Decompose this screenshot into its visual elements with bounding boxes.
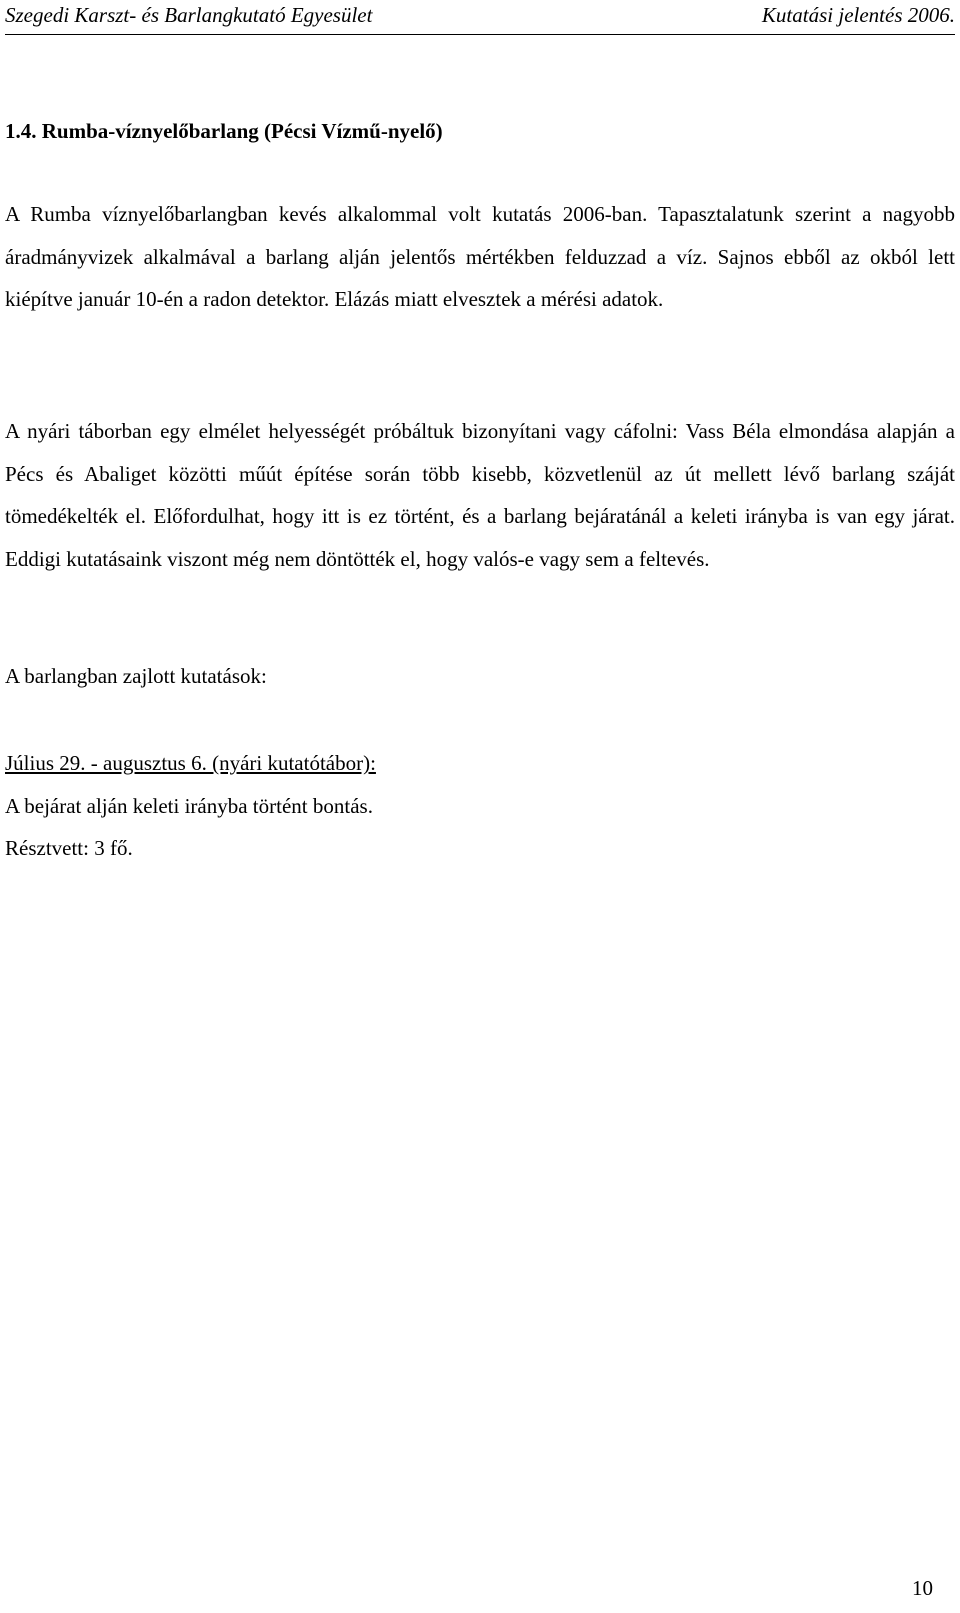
section-title: 1.4. Rumba-víznyelőbarlang (Pécsi Vízmű-nyelő) xyxy=(5,119,443,143)
header-report-title: Kutatási jelentés 2006. xyxy=(761,3,955,27)
research-entry xyxy=(5,742,376,870)
research-entry-heading: Július 29. - augusztus 6. (nyári kutatótábor): xyxy=(5,751,376,775)
page-header xyxy=(5,0,955,35)
paragraph-intro: A Rumba víznyelőbarlangban kevés alkalommal volt kutatás 2006-ban. Tapasztalatunk szerint a nagyobb áradmányvizek alkalmával a barlang alján jelentős mértékben felduzzad a víz. Sajnos ebből az okból lett kiépítve január 10-én a radon detektor. Elázás miatt elvesztek a mérési adatok. xyxy=(5,202,955,311)
paragraph-theory: A nyári táborban egy elmélet helyességét próbáltuk bizonyítani vagy cáfolni: Vass Béla elmondása alapján a Pécs és Abaliget közötti műút építése során több kisebb, közvetlenül az út mellett lévő barlang száját tömedékelték el. Előfordulhat, hogy itt is ez történt, és a barlang bejáratánál a keleti irányba is van egy járat. Eddigi kutatásaink viszont még nem döntötték el, hogy valós-e vagy sem a feltevés. xyxy=(5,419,955,571)
page-number: 10 xyxy=(912,1576,933,1600)
research-entry-participants: Résztvett: 3 fő. xyxy=(5,836,133,860)
research-entry-description: A bejárat alján keleti irányba történt bontás. xyxy=(5,793,373,818)
header-organization: Szegedi Karszt- és Barlangkutató Egyesület xyxy=(5,3,373,27)
paragraph-research-label: A barlangban zajlott kutatások: xyxy=(5,664,267,688)
